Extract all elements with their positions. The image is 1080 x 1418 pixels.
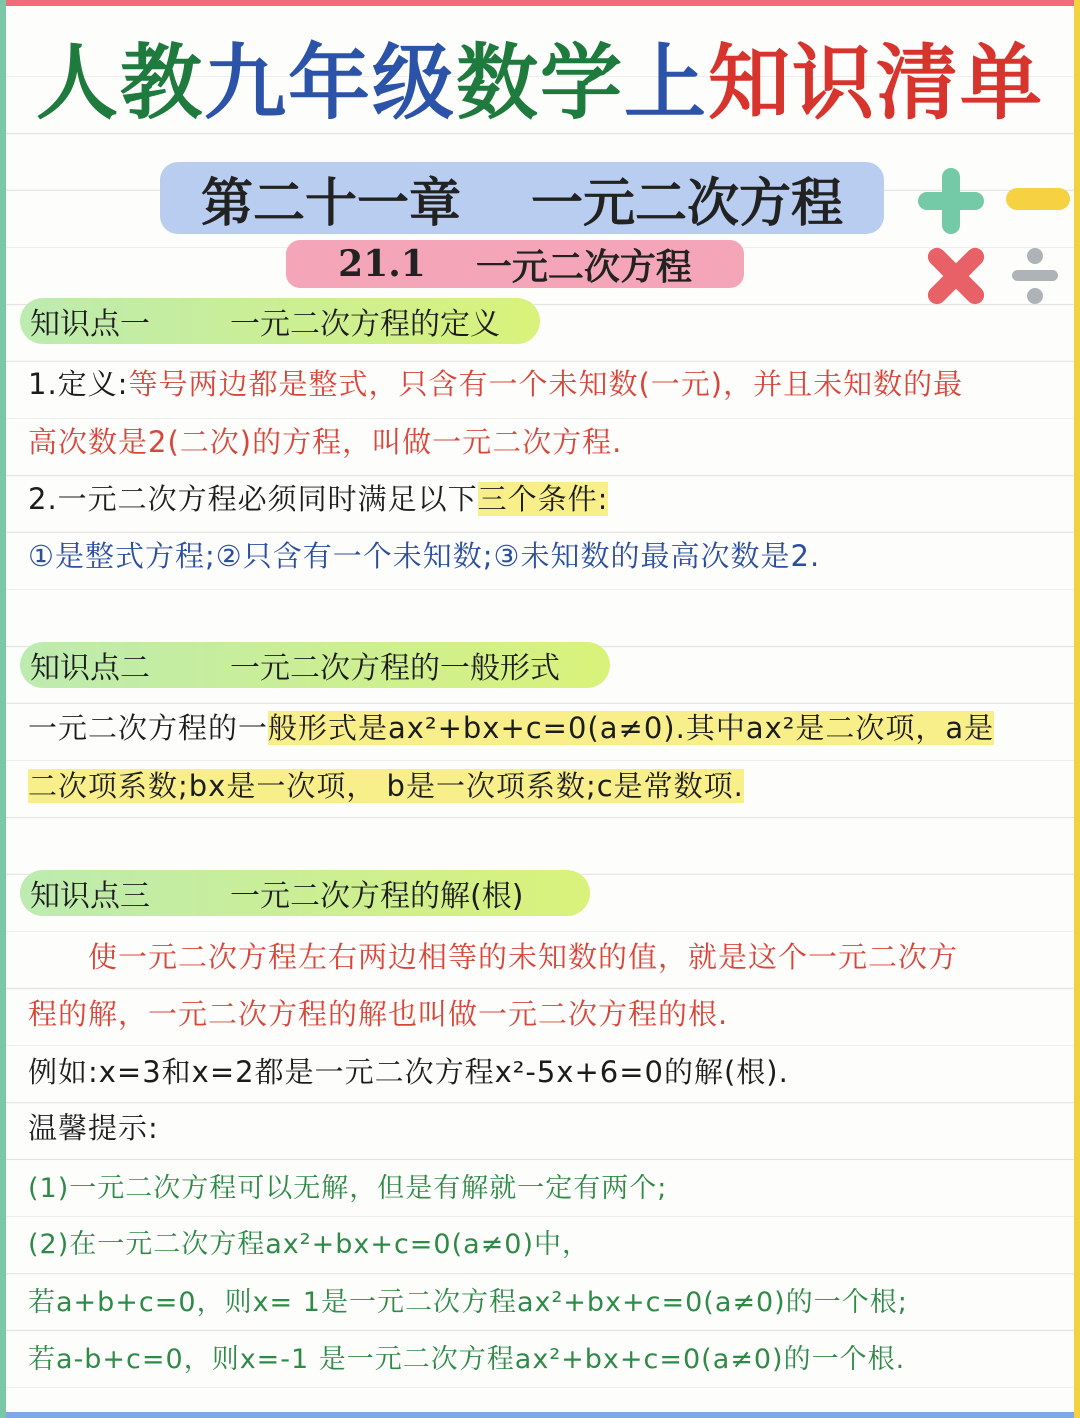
- title-part-2: 知识清单: [708, 36, 1045, 131]
- kp3-topic: 一元二次方程的解(根): [230, 879, 524, 914]
- section-number: 21.1: [338, 243, 426, 285]
- kp1-definition-line-1: [28, 362, 963, 403]
- kp3-definition-line-2: 程的解，一元二次方程的解也叫做一元二次方程的根.: [28, 997, 729, 1031]
- title-part-1: 人教九年级数学上: [35, 36, 709, 131]
- kp1-conditions-list: ①是整式方程;②只含有一个未知数;③未知数的最高次数是2.: [28, 539, 821, 573]
- left-border: [0, 0, 6, 1418]
- kp1-conditions-line: [28, 477, 608, 518]
- kp1-label: 知识点一: [30, 307, 150, 342]
- kp3-tip-2: (2)在一元二次方程ax²+bx+c=0(a≠0)中，: [28, 1229, 591, 1260]
- kp2-general-form-line-1: [28, 706, 994, 747]
- kp2-label: 知识点二: [30, 651, 150, 686]
- knowledge-point-3-header: [20, 870, 590, 916]
- knowledge-point-2-header: [20, 642, 610, 688]
- kp1-def-text-1: 等号两边都是整式，只含有一个未知数(一元)，并且未知数的最: [128, 367, 964, 401]
- chapter-name: 一元二次方程: [531, 172, 844, 234]
- kp3-tip-4: 若a-b+c=0，则x=-1 是一元二次方程ax²+bx+c=0(a≠0)的一个根.: [28, 1344, 906, 1375]
- kp3-tip-label: 温馨提示:: [28, 1111, 159, 1145]
- kp2-topic: 一元二次方程的一般形式: [230, 651, 560, 686]
- kp1-cond-prefix: 2.一元二次方程必须同时满足以下: [28, 482, 478, 516]
- plus-icon: [918, 168, 984, 234]
- kp3-tip-1: (1)一元二次方程可以无解，但是有解就一定有两个;: [28, 1173, 668, 1204]
- kp2-general-form-line-2: [28, 764, 744, 805]
- section-name: 一元二次方程: [475, 245, 692, 288]
- kp2-line1-c: 其中ax²是二次项，a是: [685, 711, 995, 745]
- divide-icon: [1012, 244, 1058, 308]
- chapter-banner: [160, 162, 884, 234]
- minus-icon: [1006, 188, 1070, 210]
- kp1-def-label: 1.定义:: [28, 367, 129, 401]
- times-icon: [924, 244, 988, 308]
- right-border: [1074, 0, 1080, 1418]
- kp2-line1-b: 般形式是ax²+bx+c=0(a≠0).: [268, 711, 686, 745]
- kp3-label: 知识点三: [30, 879, 150, 914]
- kp1-cond-highlight: 三个条件:: [477, 482, 609, 516]
- kp3-definition-line-1: 使一元二次方程左右两边相等的未知数的值，就是这个一元二次方: [88, 940, 959, 974]
- chapter-number: 第二十一章: [200, 172, 461, 234]
- section-banner: [286, 240, 744, 288]
- kp1-definition-line-2: 高次数是2(二次)的方程，叫做一元二次方程.: [28, 425, 623, 459]
- page-title: [0, 18, 1080, 135]
- kp3-tip-3: 若a+b+c=0，则x= 1是一元二次方程ax²+bx+c=0(a≠0)的一个根;: [28, 1287, 908, 1318]
- kp1-topic: 一元二次方程的定义: [230, 307, 500, 342]
- bottom-border: [0, 1412, 1080, 1418]
- kp3-example: 例如:x=3和x=2都是一元二次方程x²-5x+6=0的解(根).: [28, 1055, 789, 1089]
- top-border: [0, 0, 1080, 6]
- kp2-line1-a: 一元二次方程的一: [28, 711, 269, 745]
- kp2-line2: 二次项系数;bx是一次项， b是一次项系数;c是常数项.: [28, 769, 744, 803]
- knowledge-point-1-header: [20, 298, 540, 344]
